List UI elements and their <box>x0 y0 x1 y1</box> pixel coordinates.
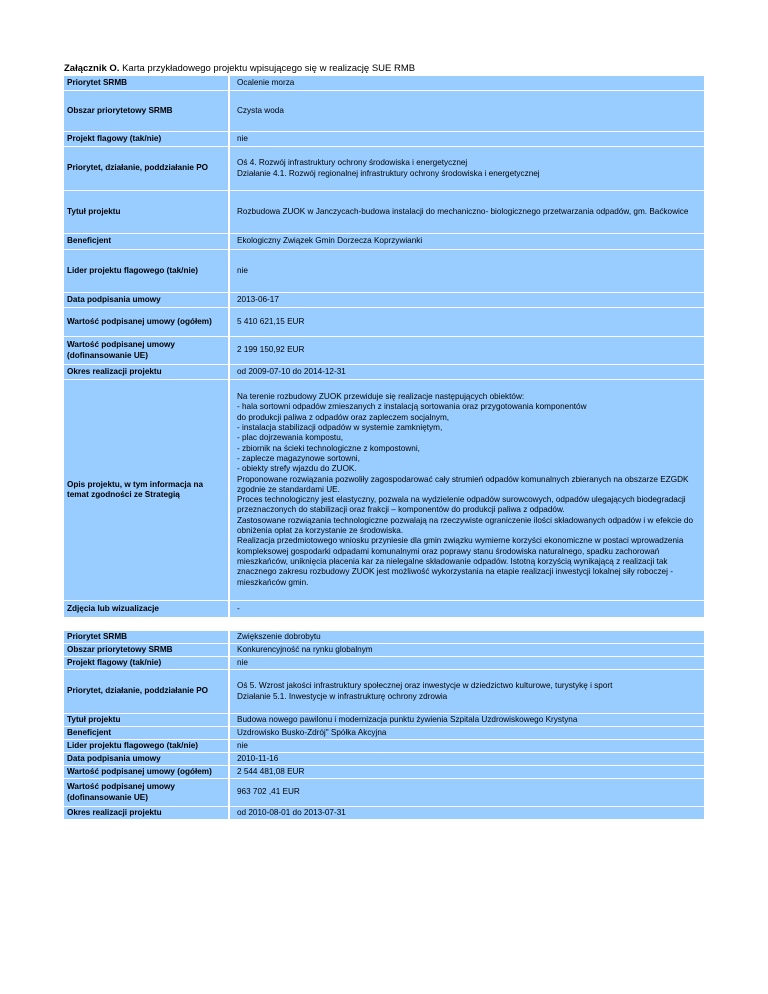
field-row <box>64 727 704 739</box>
field-label: Beneficjent <box>64 727 228 739</box>
field-row <box>64 601 704 617</box>
field-row <box>64 308 704 336</box>
field-label: Opis projektu, w tym informacja na temat zgodności ze Strategią <box>64 380 228 600</box>
field-label: Priorytet, działanie, poddziałanie PO <box>64 147 228 190</box>
field-row <box>64 234 704 249</box>
field-row <box>64 779 704 806</box>
field-value: 963 702 ,41 EUR <box>230 779 704 806</box>
field-value: 2010-11-16 <box>230 753 704 765</box>
field-value: - <box>230 601 704 617</box>
field-value: Budowa nowego pawilonu i modernizacja punktu żywienia Szpitala Uzdrowiskowego Krystyna <box>230 714 704 726</box>
field-value: od 2009-07-10 do 2014-12-31 <box>230 365 704 379</box>
field-value: Czysta woda <box>230 91 704 131</box>
field-row <box>64 380 704 600</box>
field-value: Zwiększenie dobrobytu <box>230 631 704 643</box>
field-row <box>64 740 704 752</box>
field-value: Na terenie rozbudowy ZUOK przewiduje się realizacje następujących obiektów: - hala sortowni odpadów zmieszanych z instalacją sortowania oraz przygotowania komponentów do produkcji paliwa z odpadów oraz zapleczem socjalnym, - instalacja stabilizacji odpadów w systemie zamkniętym, - plac dojrzewania kompostu, - zbiornik na ścieki technologiczne z kompostowni, - zaplecze magazynowe sortowni, - obiekty strefy wjazdu do ZUOK. Proponowane rozwiązania pozwoliły zagospodarować cały strumień odpadów komunalnych zbieranych na obszarze EZGDK zgodnie ze standardami UE. Proces technologiczny jest elastyczny, pozwala na wydzielenie odpadów surowcowych, odpadów ulegających biodegradacji przeznaczonych do stabilizacji oraz frakcji – komponentów do produkcji paliwa z odpadów. Zastosowane rozwiązania technologiczne pozwalają na rzeczywiste ograniczenie ilości składowanych odpadów i w efekcie do obniżenia opłat za korzystanie ze środowiska. Realizacja przedmiotowego wniosku przyniesie dla gmin związku wymierne korzyści ekonomiczne w postaci wprowadzenia kompleksowej gospodarki odpadami komunalnymi oraz poprawy stanu środowiska naturalnego, spadku zachorowań mieszkańców, uniknięcia płacenia kar za nielegalne składowanie odpadów. Istotną korzyścią wynikającą z realizacji tak znacznego zakresu rozbudowy ZUOK jest możliwość wykorzystania na etapie realizacji inwestycji lokalnej siły roboczej - mieszkańców gmin. <box>230 380 704 600</box>
field-label: Priorytet, działanie, poddziałanie PO <box>64 670 228 713</box>
field-value: Uzdrowisko Busko-Zdrój" Spółka Akcyjna <box>230 727 704 739</box>
field-value: Rozbudowa ZUOK w Janczycach-budowa instalacji do mechaniczno- biologicznego przetwarzania odpadów, gm. Baćkowice <box>230 191 704 233</box>
document-caption <box>64 63 415 74</box>
field-row <box>64 293 704 307</box>
field-row <box>64 766 704 778</box>
field-value: 2 199 150,92 EUR <box>230 337 704 364</box>
field-label: Beneficjent <box>64 234 228 249</box>
field-label: Tytuł projektu <box>64 191 228 233</box>
field-row <box>64 644 704 656</box>
field-value: 5 410 621,15 EUR <box>230 308 704 336</box>
field-label: Okres realizacji projektu <box>64 365 228 379</box>
caption-text: Karta przykładowego projektu wpisującego się w realizację SUE RMB <box>119 63 416 74</box>
field-value: nie <box>230 657 704 669</box>
field-row <box>64 191 704 233</box>
field-label: Wartość podpisanej umowy (ogółem) <box>64 308 228 336</box>
field-row <box>64 365 704 379</box>
field-row <box>64 670 704 713</box>
field-label: Data podpisania umowy <box>64 293 228 307</box>
field-row <box>64 714 704 726</box>
field-label: Wartość podpisanej umowy (dofinansowanie UE) <box>64 337 228 364</box>
field-label: Priorytet SRMB <box>64 76 228 90</box>
project-card-1 <box>64 75 704 618</box>
field-label: Projekt flagowy (tak/nie) <box>64 132 228 146</box>
field-label: Wartość podpisanej umowy (dofinansowanie UE) <box>64 779 228 806</box>
field-row <box>64 250 704 292</box>
field-label: Lider projektu flagowego (tak/nie) <box>64 740 228 752</box>
field-label: Lider projektu flagowego (tak/nie) <box>64 250 228 292</box>
field-value: Ekologiczny Związek Gmin Dorzecza Koprzywianki <box>230 234 704 249</box>
field-value: Ocalenie morza <box>230 76 704 90</box>
field-row <box>64 337 704 364</box>
field-value: 2 544 481,08 EUR <box>230 766 704 778</box>
field-row <box>64 631 704 643</box>
caption-annex-label: Załącznik O. <box>64 63 120 74</box>
field-row <box>64 132 704 146</box>
field-row <box>64 76 704 90</box>
project-card-2 <box>64 630 704 820</box>
field-value: 2013-06-17 <box>230 293 704 307</box>
field-value: Oś 4. Rozwój infrastruktury ochrony środowiska i energetycznej Działanie 4.1. Rozwój regionalnej infrastruktury ochrony środowiska i energetycznej <box>230 147 704 190</box>
field-row <box>64 753 704 765</box>
field-row <box>64 91 704 131</box>
field-label: Data podpisania umowy <box>64 753 228 765</box>
field-label: Tytuł projektu <box>64 714 228 726</box>
field-label: Wartość podpisanej umowy (ogółem) <box>64 766 228 778</box>
field-value: nie <box>230 132 704 146</box>
field-row <box>64 657 704 669</box>
field-value: od 2010-08-01 do 2013-07-31 <box>230 807 704 819</box>
field-value: nie <box>230 250 704 292</box>
field-label: Zdjęcia lub wizualizacje <box>64 601 228 617</box>
field-row <box>64 807 704 819</box>
field-label: Priorytet SRMB <box>64 631 228 643</box>
field-label: Obszar priorytetowy SRMB <box>64 644 228 656</box>
field-row <box>64 147 704 190</box>
field-label: Projekt flagowy (tak/nie) <box>64 657 228 669</box>
field-value: Konkurencyjność na rynku globalnym <box>230 644 704 656</box>
field-value: Oś 5. Wzrost jakości infrastruktury społecznej oraz inwestycje w dziedzictwo kulturowe, turystykę i sport Działanie 5.1. Inwestycje w infrastrukturę ochrony zdrowia <box>230 670 704 713</box>
field-label: Okres realizacji projektu <box>64 807 228 819</box>
field-label: Obszar priorytetowy SRMB <box>64 91 228 131</box>
field-value: nie <box>230 740 704 752</box>
